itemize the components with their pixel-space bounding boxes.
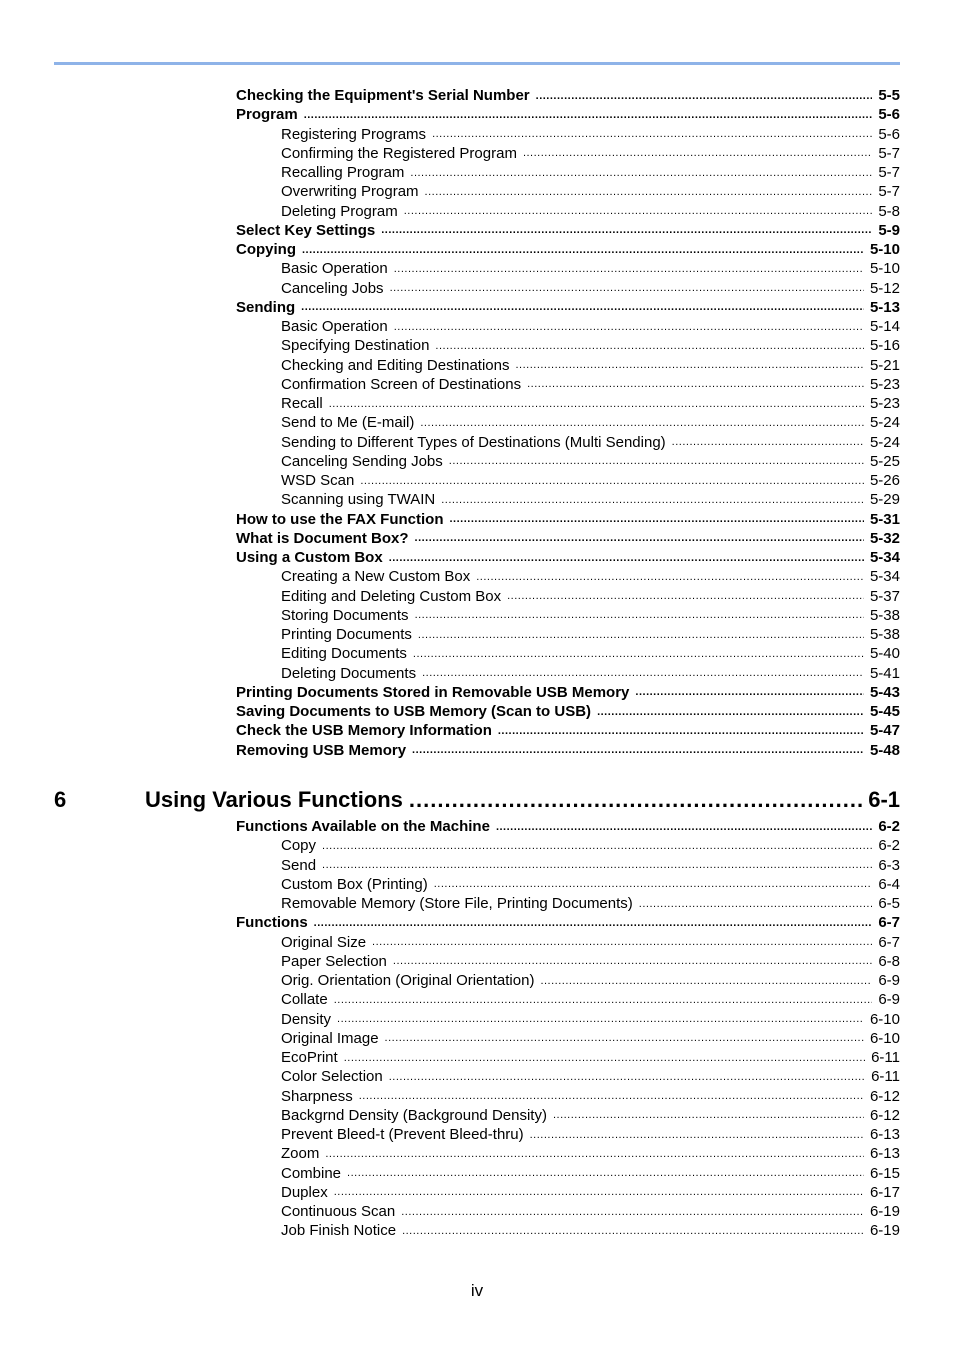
dot-leader (409, 787, 862, 813)
toc-entry-title: EcoPrint (281, 1049, 338, 1067)
toc-entry-main[interactable] (236, 683, 900, 702)
toc-entry-title: Deleting Program (281, 202, 398, 220)
toc-entry-page: 5-43 (869, 683, 900, 701)
toc-entry-title: Send to Me (E-mail) (281, 414, 415, 432)
toc-entry-page: 6-5 (878, 895, 900, 913)
toc-entry-title: Confirmation Screen of Destinations (281, 375, 522, 393)
toc-entry-sub[interactable] (236, 1221, 900, 1240)
toc-entry-main[interactable] (236, 86, 900, 105)
toc-entry-sub[interactable] (236, 356, 900, 375)
dot-leader (412, 744, 864, 756)
toc-entry-main[interactable] (236, 913, 900, 932)
toc-entry-sub[interactable] (236, 1183, 900, 1202)
chapter-number: 6 (54, 787, 67, 812)
toc-entry-page: 6-7 (878, 933, 900, 951)
dot-leader (404, 205, 873, 217)
toc-entry-sub[interactable] (236, 375, 900, 394)
toc-entry-title: Confirming the Registered Program (281, 144, 517, 162)
toc-entry-title: Editing Documents (281, 645, 407, 663)
chapter-title: Using Various Functions (145, 787, 403, 812)
toc-entry-main[interactable] (236, 221, 900, 240)
toc-entry-sub[interactable] (236, 606, 900, 625)
toc-section-before (236, 86, 900, 760)
toc-entry-title: Combine (281, 1164, 342, 1182)
toc-entry-page: 6-11 (871, 1068, 900, 1086)
dot-leader (325, 1148, 864, 1160)
toc-entry-sub[interactable] (236, 433, 900, 452)
toc-entry-title: Storing Documents (281, 606, 409, 624)
toc-entry-page: 5-24 (869, 433, 900, 451)
toc-entry-title: Copy (281, 837, 317, 855)
toc-entry-title: Sending to Different Types of Destinations (Multi Sending) (281, 433, 666, 451)
dot-leader (449, 455, 864, 467)
dot-leader (476, 571, 864, 583)
toc-entry-title: Removable Memory (Store File, Printing Documents) (281, 895, 633, 913)
toc-entry-title: Sending (236, 298, 296, 316)
toc-entry-page: 5-37 (869, 587, 900, 605)
toc-entry-sub[interactable] (236, 1164, 900, 1183)
toc-entry-page: 5-9 (878, 221, 900, 239)
toc-entry-sub[interactable] (236, 836, 900, 855)
toc-entry-main[interactable] (236, 741, 900, 760)
toc-entry-sub[interactable] (236, 894, 900, 913)
toc-entry-sub[interactable] (236, 971, 900, 990)
toc-entry-sub[interactable] (236, 1106, 900, 1125)
toc-entry-page: 6-10 (869, 1010, 900, 1028)
toc-entry-sub[interactable] (236, 490, 900, 509)
toc-entry-page: 6-19 (869, 1203, 900, 1221)
toc-entry-title: Select Key Settings (236, 221, 376, 239)
toc-entry-title: Check the USB Memory Information (236, 722, 492, 740)
dot-leader (359, 1090, 864, 1102)
toc-entry-title: Recalling Program (281, 164, 405, 182)
toc-entry-main[interactable] (236, 548, 900, 567)
dot-leader (385, 1032, 864, 1044)
toc-entry-sub[interactable] (236, 933, 900, 952)
toc-entry-title: Backgrnd Density (Background Density) (281, 1106, 547, 1124)
toc-entry-title: Density (281, 1010, 332, 1028)
toc-entry-page: 5-24 (869, 414, 900, 432)
toc-entry-page: 5-48 (869, 741, 900, 759)
toc-entry-page: 6-4 (878, 875, 900, 893)
toc-entry-main[interactable] (236, 702, 900, 721)
dot-leader (322, 840, 872, 852)
dot-leader (347, 1167, 864, 1179)
dot-leader (523, 147, 872, 159)
toc-entry-title: Specifying Destination (281, 337, 430, 355)
toc-entry-page: 5-6 (878, 125, 900, 143)
toc-entry-title: Paper Selection (281, 952, 387, 970)
toc-entry-page: 6-9 (878, 991, 900, 1009)
dot-leader (435, 340, 864, 352)
toc-entry-page: 6-19 (869, 1222, 900, 1240)
toc-entry-main[interactable] (236, 105, 900, 124)
toc-entry-page: 6-15 (869, 1164, 900, 1182)
toc-entry-title: Basic Operation (281, 260, 388, 278)
toc-entry-page: 5-25 (869, 452, 900, 470)
dot-leader (360, 475, 864, 487)
toc-entry-sub[interactable] (236, 413, 900, 432)
toc-entry-sub[interactable] (236, 182, 900, 201)
toc-entry-title: Copying (236, 241, 296, 259)
dot-leader (635, 686, 864, 698)
toc-entry-title: Checking and Editing Destinations (281, 356, 510, 374)
dot-leader (507, 590, 864, 602)
toc-entry-page: 5-45 (869, 703, 900, 721)
toc-entry-sub[interactable] (236, 587, 900, 606)
header-rule (54, 62, 900, 65)
toc-entry-page: 5-32 (869, 529, 900, 547)
toc-entry-title: Deleting Documents (281, 664, 417, 682)
toc-entry-sub[interactable] (236, 317, 900, 336)
toc-entry-page: 5-31 (869, 510, 900, 528)
toc-entry-title: Removing USB Memory (236, 741, 407, 759)
toc-entry-page: 5-23 (869, 395, 900, 413)
toc-entry-page: 5-38 (869, 606, 900, 624)
dot-leader (597, 706, 864, 718)
toc-entry-page: 5-14 (869, 318, 900, 336)
toc-entry-title: Collate (281, 991, 328, 1009)
toc-entry-page: 6-11 (871, 1049, 900, 1067)
toc-entry-page: 5-5 (878, 87, 900, 105)
toc-entry-title: Continuous Scan (281, 1203, 396, 1221)
toc-entry-sub[interactable] (236, 1087, 900, 1106)
toc-entry-page: 5-10 (869, 260, 900, 278)
toc-entry-page: 5-26 (869, 472, 900, 490)
toc-entry-title: Custom Box (Printing) (281, 875, 428, 893)
dot-leader (372, 936, 872, 948)
toc-entry-page: 6-8 (878, 952, 900, 970)
toc-entry-title: Functions (236, 914, 308, 932)
toc-entry-page: 5-7 (878, 144, 900, 162)
toc-entry-sub[interactable] (236, 625, 900, 644)
toc-entry-sub[interactable] (236, 125, 900, 144)
dot-leader (434, 878, 873, 890)
dot-leader (389, 1071, 865, 1083)
toc-entry-page: 6-12 (869, 1087, 900, 1105)
dot-leader (540, 975, 872, 987)
dot-leader (422, 667, 864, 679)
dot-leader (394, 263, 864, 275)
toc-section-after (236, 817, 900, 1241)
dot-leader (389, 552, 864, 564)
dot-leader (301, 301, 864, 313)
toc-entry-page: 6-13 (869, 1145, 900, 1163)
toc-entry-page: 6-13 (869, 1126, 900, 1144)
toc-entry-sub[interactable] (236, 1010, 900, 1029)
dot-leader (402, 1225, 864, 1237)
toc-entry-main[interactable] (236, 240, 900, 259)
dot-leader (334, 1186, 864, 1198)
toc-entry-page: 5-38 (869, 626, 900, 644)
toc-entry-title: Recall (281, 395, 323, 413)
toc-entry-title: Job Finish Notice (281, 1222, 397, 1240)
toc-entry-title: Canceling Sending Jobs (281, 452, 443, 470)
toc-entry-page: 5-40 (869, 645, 900, 663)
dot-leader (639, 898, 873, 910)
toc-entry-sub[interactable] (236, 1067, 900, 1086)
dot-leader (420, 417, 864, 429)
toc-entry-title: Original Size (281, 933, 367, 951)
dot-leader (401, 1206, 864, 1218)
toc-entry-sub[interactable] (236, 1048, 900, 1067)
toc-entry-sub[interactable] (236, 144, 900, 163)
dot-leader (530, 1129, 864, 1141)
toc-entry-sub[interactable] (236, 471, 900, 490)
toc-entry-title: Basic Operation (281, 318, 388, 336)
dot-leader (322, 859, 872, 871)
chapter-page: 6-1 (868, 787, 900, 812)
toc-entry-page: 6-2 (878, 818, 900, 836)
toc-entry-sub[interactable] (236, 1144, 900, 1163)
dot-leader (418, 629, 864, 641)
toc-entry-page: 5-13 (869, 298, 900, 316)
dot-leader (415, 532, 864, 544)
toc-entry-sub[interactable] (236, 452, 900, 471)
toc-entry-sub[interactable] (236, 875, 900, 894)
toc-entry-sub[interactable] (236, 259, 900, 278)
toc-entry-page: 6-10 (869, 1029, 900, 1047)
toc-entry-page: 5-34 (869, 568, 900, 586)
toc-entry-sub[interactable] (236, 163, 900, 182)
dot-leader (553, 1109, 864, 1121)
toc-entry-title: Printing Documents (281, 626, 412, 644)
toc-entry-title: Original Image (281, 1029, 379, 1047)
toc-entry-sub[interactable] (236, 1029, 900, 1048)
toc-entry-page: 6-9 (878, 972, 900, 990)
toc-entry-main[interactable] (236, 817, 900, 836)
toc-entry-sub[interactable] (236, 336, 900, 355)
dot-leader (304, 109, 873, 121)
dot-leader (337, 1013, 864, 1025)
dot-leader (381, 224, 872, 236)
toc-entry-title: Prevent Bleed-t (Prevent Bleed-thru) (281, 1126, 524, 1144)
toc-entry-title: Canceling Jobs (281, 279, 384, 297)
toc-entry-title: Zoom (281, 1145, 320, 1163)
dot-leader (329, 398, 864, 410)
toc-entry-main[interactable] (236, 529, 900, 548)
dot-leader (441, 494, 864, 506)
toc-entry-title: What is Document Box? (236, 529, 409, 547)
toc-entry-sub[interactable] (236, 279, 900, 298)
dot-leader (515, 359, 863, 371)
toc-entry-page: 5-21 (869, 356, 900, 374)
dot-leader (410, 167, 872, 179)
dot-leader (302, 244, 864, 256)
dot-leader (344, 1052, 865, 1064)
toc-entry-title: WSD Scan (281, 472, 355, 490)
toc-entry-sub[interactable] (236, 856, 900, 875)
toc-entry-page: 5-47 (869, 722, 900, 740)
toc-entry-title: How to use the FAX Function (236, 510, 444, 528)
toc-entry-page: 6-7 (878, 914, 900, 932)
toc-entry-title: Scanning using TWAIN (281, 491, 436, 509)
toc-entry-sub[interactable] (236, 202, 900, 221)
toc-entry-title: Registering Programs (281, 125, 427, 143)
toc-entry-title: Functions Available on the Machine (236, 818, 490, 836)
toc-entry-title: Program (236, 106, 298, 124)
dot-leader (536, 90, 873, 102)
dot-leader (415, 609, 864, 621)
toc-entry-main[interactable] (236, 721, 900, 740)
dot-leader (425, 186, 873, 198)
toc-entry-sub[interactable] (236, 1125, 900, 1144)
toc-entry-title: Color Selection (281, 1068, 383, 1086)
toc-entry-title: Checking the Equipment's Serial Number (236, 87, 530, 105)
toc-entry-page: 6-12 (869, 1106, 900, 1124)
dot-leader (393, 955, 872, 967)
dot-leader (413, 648, 864, 660)
toc-entry-title: Editing and Deleting Custom Box (281, 587, 502, 605)
toc-entry-sub[interactable] (236, 664, 900, 683)
dot-leader (527, 378, 864, 390)
toc-entry-title: Printing Documents Stored in Removable USB Memory (236, 683, 630, 701)
toc-entry-title: Saving Documents to USB Memory (Scan to USB) (236, 703, 592, 721)
toc-entry-page: 5-10 (869, 241, 900, 259)
page-number: iv (470, 1281, 484, 1300)
toc-entry-sub[interactable] (236, 567, 900, 586)
toc-entry-title: Sharpness (281, 1087, 353, 1105)
toc-entry-page: 5-34 (869, 549, 900, 567)
toc-entry-title: Using a Custom Box (236, 549, 383, 567)
toc-entry-page: 5-29 (869, 491, 900, 509)
toc-entry-sub[interactable] (236, 990, 900, 1009)
toc-entry-title: Orig. Orientation (Original Orientation) (281, 972, 535, 990)
toc-entry-page: 6-2 (878, 837, 900, 855)
toc-entry-main[interactable] (236, 510, 900, 529)
dot-leader (334, 994, 873, 1006)
toc-entry-sub[interactable] (236, 952, 900, 971)
dot-leader (394, 321, 864, 333)
dot-leader (496, 821, 872, 833)
toc-entry-title: Creating a New Custom Box (281, 568, 471, 586)
toc-entry-page: 6-17 (869, 1183, 900, 1201)
dot-leader (390, 282, 864, 294)
dot-leader (314, 917, 873, 929)
toc-entry-page: 5-7 (878, 183, 900, 201)
toc-entry-main[interactable] (236, 298, 900, 317)
dot-leader (672, 436, 864, 448)
toc-entry-page: 5-16 (869, 337, 900, 355)
dot-leader (450, 513, 864, 525)
toc-entry-page: 5-41 (869, 664, 900, 682)
chapter-heading[interactable] (54, 785, 900, 815)
dot-leader (432, 128, 872, 140)
toc-entry-page: 5-8 (878, 202, 900, 220)
toc-entry-sub[interactable] (236, 394, 900, 413)
toc-entry-title: Overwriting Program (281, 183, 419, 201)
toc-entry-page: 5-23 (869, 375, 900, 393)
toc-entry-sub[interactable] (236, 644, 900, 663)
toc-entry-page: 5-6 (878, 106, 900, 124)
toc-entry-sub[interactable] (236, 1202, 900, 1221)
toc-entry-title: Send (281, 856, 317, 874)
toc-entry-title: Duplex (281, 1183, 328, 1201)
toc-entry-page: 6-3 (878, 856, 900, 874)
toc-entry-page: 5-7 (878, 164, 900, 182)
dot-leader (498, 725, 864, 737)
toc-entry-page: 5-12 (869, 279, 900, 297)
